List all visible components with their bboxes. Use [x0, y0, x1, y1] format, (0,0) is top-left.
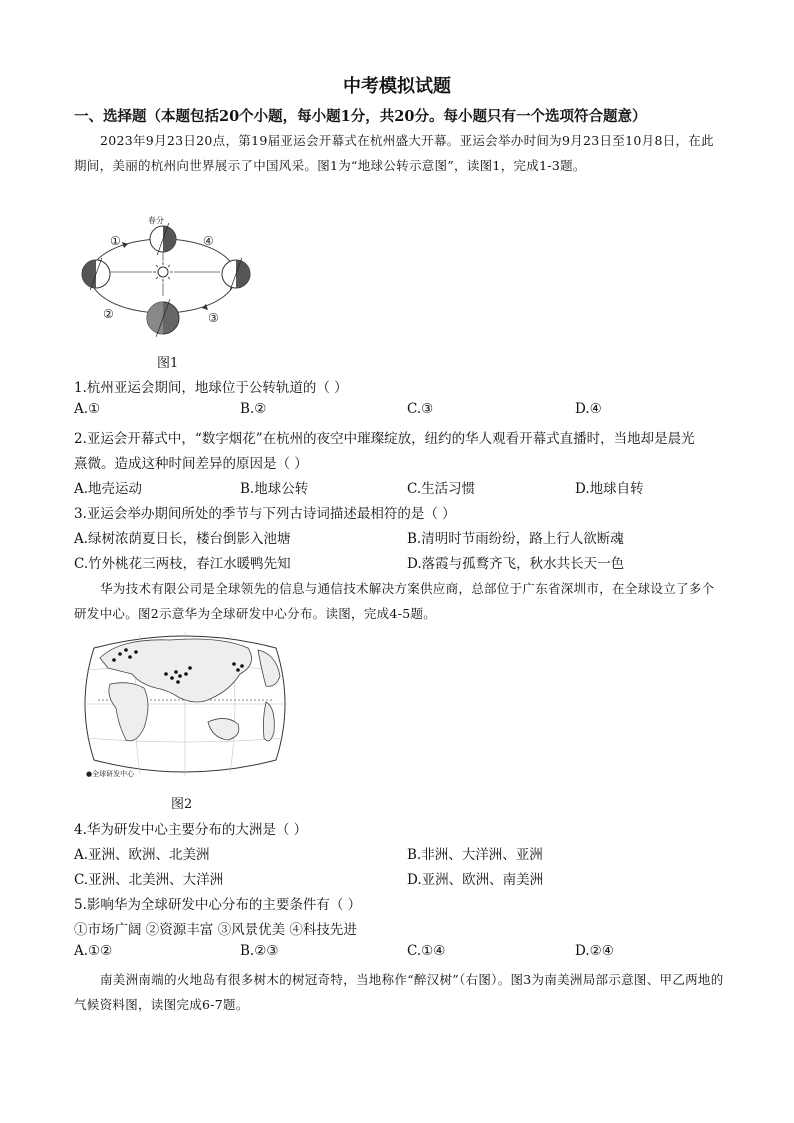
- map-legend: ●全球研发中心: [86, 770, 135, 778]
- q3-option-a: A.绿树浓荫夏日长，楼台倒影入池塘: [74, 531, 291, 547]
- question-1-stem: 1.杭州亚运会期间，地球位于公转轨道的（ ）: [74, 380, 348, 396]
- q2-option-c: C.生活习惯: [407, 481, 476, 497]
- q2-option-a: A.地壳运动: [74, 481, 143, 497]
- q2-option-d: D.地球自转: [575, 481, 644, 497]
- q1-option-b: B.②: [240, 401, 267, 417]
- q5-option-d: D.②④: [575, 943, 614, 959]
- page-title: 中考模拟试题: [343, 76, 451, 97]
- position-3-label: ③: [208, 311, 219, 325]
- q3-option-b: B.清明时节雨纷纷，路上行人欲断魂: [407, 531, 624, 547]
- q3-option-d: D.落霞与孤鹜齐飞，秋水共长天一色: [407, 556, 625, 572]
- q4-option-b: B.非洲、大洋洲、亚洲: [407, 847, 543, 863]
- section-heading: 一、选择题（本题包括20个小题，每小题1分，共20分。每小题只有一个选项符合题意）: [74, 108, 647, 125]
- q1-option-a: A.①: [74, 401, 101, 417]
- intro-paragraph-3: 南美洲南端的火地岛有很多树木的树冠奇特，当地称作“醉汉树”（右图）。图3为南美洲局部示意图、甲乙两地的气候资料图，读图完成6-7题。: [74, 972, 724, 1012]
- intro-paragraph-1: 2023年9月23日20点，第19届亚运会开幕式在杭州盛大开幕。亚运会举办时间为9月23日至10月8日，在此期间，美丽的杭州向世界展示了中国风采。图1为“地球公转示意图”，读图1，完成1-3题。: [74, 133, 714, 173]
- q3-option-c: C.竹外桃花三两枝，春江水暖鸭先知: [74, 556, 291, 572]
- question-5-stem: 5.影响华为全球研发中心分布的主要条件有（ ）: [74, 897, 362, 913]
- question-5-conditions: ①市场广阔 ②资源丰富 ③风景优美 ④科技先进: [74, 922, 357, 938]
- q5-option-b: B.②③: [240, 943, 279, 959]
- world-map-figure: [80, 628, 290, 780]
- q5-option-a: A.①②: [74, 943, 113, 959]
- question-2-stem-line1: 2.亚运会开幕式中，“数字烟花”在杭州的夜空中璀璨绽放，纽约的华人观看开幕式直播时，当地却是晨光: [74, 431, 695, 447]
- question-4-stem: 4.华为研发中心主要分布的大洲是（ ）: [74, 822, 308, 838]
- position-4-label: ④: [203, 234, 214, 248]
- q4-option-a: A.亚洲、欧洲、北美洲: [74, 847, 210, 863]
- q5-option-c: C.①④: [407, 943, 446, 959]
- position-1-label: ①: [110, 234, 121, 248]
- question-3-stem: 3.亚运会举办期间所处的季节与下列古诗词描述最相符的是（ ）: [74, 506, 456, 522]
- intro-paragraph-2: 华为技术有限公司是全球领先的信息与通信技术解决方案供应商，总部位于广东省深圳市，在全球设立了多个研发中心。图2示意华为全球研发中心分布。读图，完成4-5题。: [74, 581, 715, 621]
- q4-option-c: C.亚洲、北美洲、大洋洲: [74, 872, 224, 888]
- figure-1-caption: 图1: [157, 356, 179, 371]
- earth-revolution-figure: [70, 212, 260, 347]
- position-2-label: ②: [103, 307, 114, 321]
- q1-option-c: C.③: [407, 401, 434, 417]
- q1-option-d: D.④: [575, 401, 602, 417]
- spring-equinox-label: 春分: [148, 216, 164, 225]
- question-2-stem-line2: 熹微。造成这种时间差异的原因是（ ）: [74, 456, 308, 472]
- q2-option-b: B.地球公转: [240, 481, 309, 497]
- figure-2-caption: 图2: [171, 797, 193, 812]
- q4-option-d: D.亚洲、欧洲、南美洲: [407, 872, 544, 888]
